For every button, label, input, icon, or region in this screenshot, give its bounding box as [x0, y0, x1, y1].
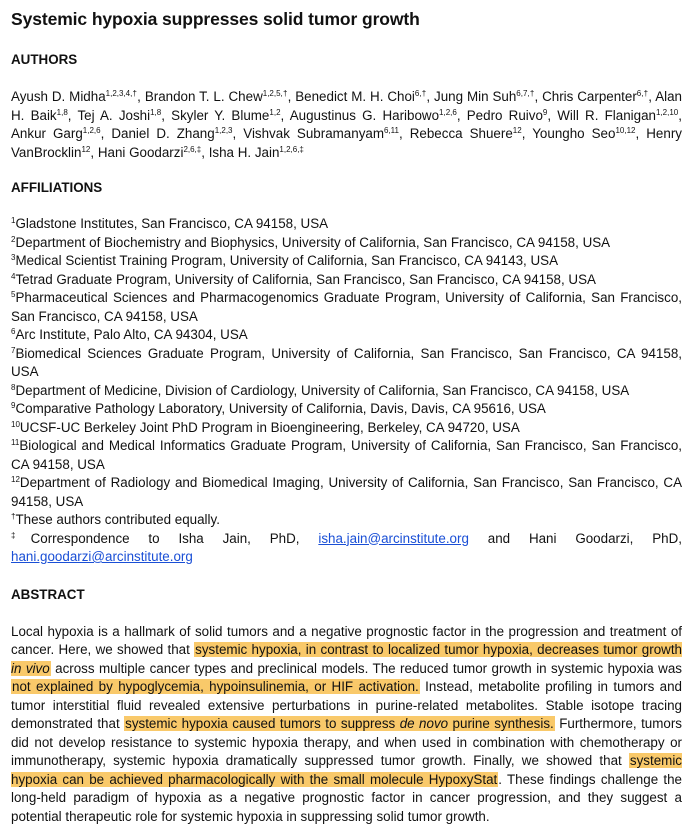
email-link-hani-goodarzi[interactable]: hani.goodarzi@arcinstitute.org [11, 549, 193, 564]
affiliation-item [11, 234, 682, 253]
correspondence-note-cont [11, 548, 682, 567]
author-affiliation-sup: 1,2,5,† [262, 89, 288, 98]
author-affiliation-sup: 12 [512, 126, 522, 135]
author-affiliation-sup: 1,2,6 [439, 107, 457, 117]
author-affiliation-sup: 6,† [636, 89, 649, 98]
double-dagger-symbol: ‡ [11, 530, 31, 540]
author-affiliation-sup: 1,2,6 [82, 126, 101, 135]
author-name: Will R. Flanigan$^{1,2,10}$ [557, 107, 679, 123]
affiliation-text: Tetrad Graduate Program, University of California, San Francisco, San Francisco, CA 94158, USA [15, 271, 596, 287]
correspondence-text: Correspondence to Isha Jain, PhD, [30, 530, 300, 546]
author-name: Alan H. Baik$^{1,8}$ [11, 89, 682, 123]
author-affiliation-sup: 1,2 [269, 107, 281, 117]
affiliation-text: Biomedical Sciences Graduate Program, University of California, San Francisco, San Francisco, CA 94158, USA [11, 345, 682, 379]
author-name: Youngho Seo$^{10,12}$ [532, 126, 636, 141]
author-name: Henry VanBrocklin$^{12}$ [11, 126, 682, 160]
affiliation-item [11, 326, 682, 345]
affiliation-number: 4 [11, 271, 16, 281]
affiliation-number: 1 [11, 216, 16, 225]
affiliation-item [11, 271, 682, 290]
abstract-text: Local hypoxia is a hallmark of solid tumors and a negative prognostic factor in the progression and treatment of cancer. Here, we showed that [11, 623, 682, 657]
author-affiliation-sup: 1,2,10 [656, 107, 679, 117]
author-affiliation-sup: 12 [81, 144, 91, 154]
affiliation-number: 8 [11, 382, 16, 392]
author-name: Jung Min Suh$^{6,7,\dagger}$ [434, 89, 535, 104]
abstract-text: Instead, metabolite profiling in tumors and tumor interstitial fluid revealed extensive perturbations in purine-related metabolites. Stable isotope tracing demonstrated that [11, 679, 682, 731]
affiliation-item [11, 215, 682, 234]
author-name: Daniel D. Zhang$^{1,2,3}$ [111, 126, 233, 141]
paper-title: Systemic hypoxia suppresses solid tumor growth [11, 9, 420, 29]
affiliation-text: Biological and Medical Informatics Graduate Program, University of California, San Francisco, San Francisco, CA 94158, USA [11, 438, 682, 472]
dagger-symbol: † [11, 512, 16, 521]
abstract-heading: ABSTRACT [11, 586, 85, 602]
affiliation-text: Arc Institute, Palo Alto, CA 94304, USA [15, 327, 248, 342]
affiliation-text: Department of Medicine, Division of Cardiology, University of California, San Francisco, CA 94158, USA [15, 382, 630, 398]
author-name: Augustinus G. Haribowo$^{1,2,6}$ [289, 107, 457, 123]
affiliation-item [11, 474, 682, 511]
highlight-purine-synthesis: systemic hypoxia caused tumors to suppress de novo purine synthesis. [125, 716, 554, 731]
author-affiliation-sup: 1,8 [56, 107, 68, 117]
affiliation-text: UCSF-UC Berkeley Joint PhD Program in Bioengineering, Berkeley, CA 94720, USA [19, 419, 520, 435]
correspondence-note [11, 530, 682, 549]
affiliation-list [11, 215, 682, 511]
affiliation-number: 3 [11, 253, 16, 262]
affiliation-text: Gladstone Institutes, San Francisco, CA 94158, USA [15, 216, 329, 231]
affiliation-text: Department of Biochemistry and Biophysics, University of California, San Francisco, CA 94158, USA [15, 234, 611, 250]
authors-heading: AUTHORS [11, 52, 78, 67]
affiliation-item [11, 252, 682, 271]
author-name: Chris Carpenter$^{6,\dagger}$ [542, 89, 649, 104]
author-name: Ayush D. Midha$^{1,2,3,4,\dagger}$ [11, 89, 138, 104]
affiliation-number: 6 [11, 327, 16, 336]
author-affiliation-sup: 10,12 [615, 126, 636, 135]
author-name: Hani Goodarzi$^{2,6,\ddagger}$ [97, 144, 202, 160]
author-name: Tej A. Joshi$^{1,8}$ [77, 107, 162, 123]
affiliation-item [11, 419, 682, 438]
highlight-not-explained: not explained by hypoglycemia, hypoinsulinemia, or HIF activation. [12, 679, 419, 694]
affiliation-text: Medical Scientist Training Program, University of California, San Francisco, CA 94143, USA [15, 253, 559, 268]
author-affiliation-sup: 2,6,‡ [183, 144, 202, 154]
correspondence-mid-text: and Hani Goodarzi, PhD, [468, 530, 682, 546]
affiliation-number: 2 [11, 234, 16, 244]
affiliation-number: 9 [11, 401, 16, 410]
author-affiliation-sup: 1,2,6,‡ [279, 144, 304, 154]
abstract-body [11, 623, 682, 827]
affiliation-item [11, 345, 682, 382]
author-name: Brandon T. L. Chew$^{1,2,5,\dagger}$ [144, 89, 288, 104]
affiliation-number: 5 [11, 290, 16, 299]
highlight-systemic-hypoxia: systemic hypoxia, in contrast to localized tumor hypoxia, decreases tumor growth in vivo [11, 642, 682, 676]
author-affiliation-sup: 6,† [414, 89, 427, 98]
affiliation-number: 7 [11, 345, 16, 355]
author-name: Ankur Garg$^{1,2,6}$ [11, 126, 101, 141]
equal-contribution-text: These authors contributed equally. [15, 512, 220, 527]
author-name: Rebecca Shuere$^{12}$ [409, 126, 522, 141]
author-affiliation-sup: 9 [542, 107, 548, 117]
affiliation-text: Pharmaceutical Sciences and Pharmacogenomics Graduate Program, University of California, San Francisco, San Francisco, CA 94158, USA [11, 290, 682, 324]
author-affiliation-sup: 1,2,3 [214, 126, 233, 135]
author-name: Vishvak Subramanyam$^{6,11}$ [243, 126, 399, 141]
abstract-text: across multiple cancer types and preclinical models. The reduced tumor growth in systemic hypoxia was [50, 660, 682, 676]
author-affiliation-sup: 1,2,3,4,† [105, 89, 138, 98]
author-name: Skyler Y. Blume$^{1,2}$ [171, 107, 281, 123]
abstract-text: Furthermore, tumors did not develop resistance to systemic hypoxia therapy, and when used in combination with chemotherapy or immunotherapy, systemic hypoxia dramatically suppressed tumor growth. Finally, we showed that [11, 716, 682, 768]
affiliation-text: Department of Radiology and Biomedical Imaging, University of California, San Francisco, San Francisco, CA 94158, USA [11, 475, 682, 509]
author-affiliation-sup: 1,8 [150, 107, 162, 117]
author-affiliation-sup: 6,11 [384, 126, 399, 135]
equal-contribution-note [11, 511, 682, 530]
affiliation-number: 10 [11, 419, 20, 429]
affiliation-number: 11 [11, 438, 20, 447]
affiliation-item [11, 289, 682, 326]
author-affiliation-sup: 6,7,† [516, 89, 535, 98]
author-name: Pedro Ruivo$^9$ [466, 107, 548, 123]
email-link-isha-jain[interactable]: isha.jain@arcinstitute.org [318, 530, 469, 546]
author-list: Ayush D. Midha$^{1,2,3,4,\dagger}$, Brandon T. L. Chew$^{1,2,5,\dagger}$, Benedict M. H. Choi$^{6,\dagger}$, Jung Min Suh$^{6,7,\dagger}$, Chris Carpenter$^{6,\dagger}$, Alan H. Baik$^{1,8}$, Tej A. Joshi$^{1,8}$, Skyler Y. Blume$^{1,2}$, Augustinus G. Haribowo$^{1,2,6}$, Pedro Ruivo$^9$, Will R. Flanigan$^{1,2,10}$, Ankur Garg$^{1,2,6}$, Daniel D. Zhang$^{1,2,3}$, Vishvak Subramanyam$^{6,11}$, Rebecca Shuere$^{12}$, Youngho Seo$^{10,12}$, Henry VanBrocklin$^{12}$, Hani Goodarzi$^{2,6,\ddagger}$, Isha H. Jain$^{1,2,6,\ddagger}$ [11, 89, 682, 160]
affiliations-heading: AFFILIATIONS [11, 180, 103, 195]
author-name: Benedict M. H. Choi$^{6,\dagger}$ [295, 89, 427, 104]
affiliation-item [11, 437, 682, 474]
affiliation-item [11, 400, 682, 419]
author-name: Isha H. Jain$^{1,2,6,\ddagger}$ [208, 144, 304, 160]
abstract-text: . These findings challenge the long-held paradigm of hypoxia as a negative prognostic factor in cancer progression, and they suggest a potential therapeutic role for systemic hypoxia in suppressing solid tumor growth. [11, 771, 682, 824]
affiliation-item [11, 382, 682, 401]
highlight-hypoxystat: systemic hypoxia can be achieved pharmacologically with the small molecule HypoxyStat [11, 753, 682, 787]
affiliation-number: 12 [11, 475, 20, 484]
affiliation-text: Comparative Pathology Laboratory, University of California, Davis, Davis, CA 95616, USA [15, 401, 546, 416]
